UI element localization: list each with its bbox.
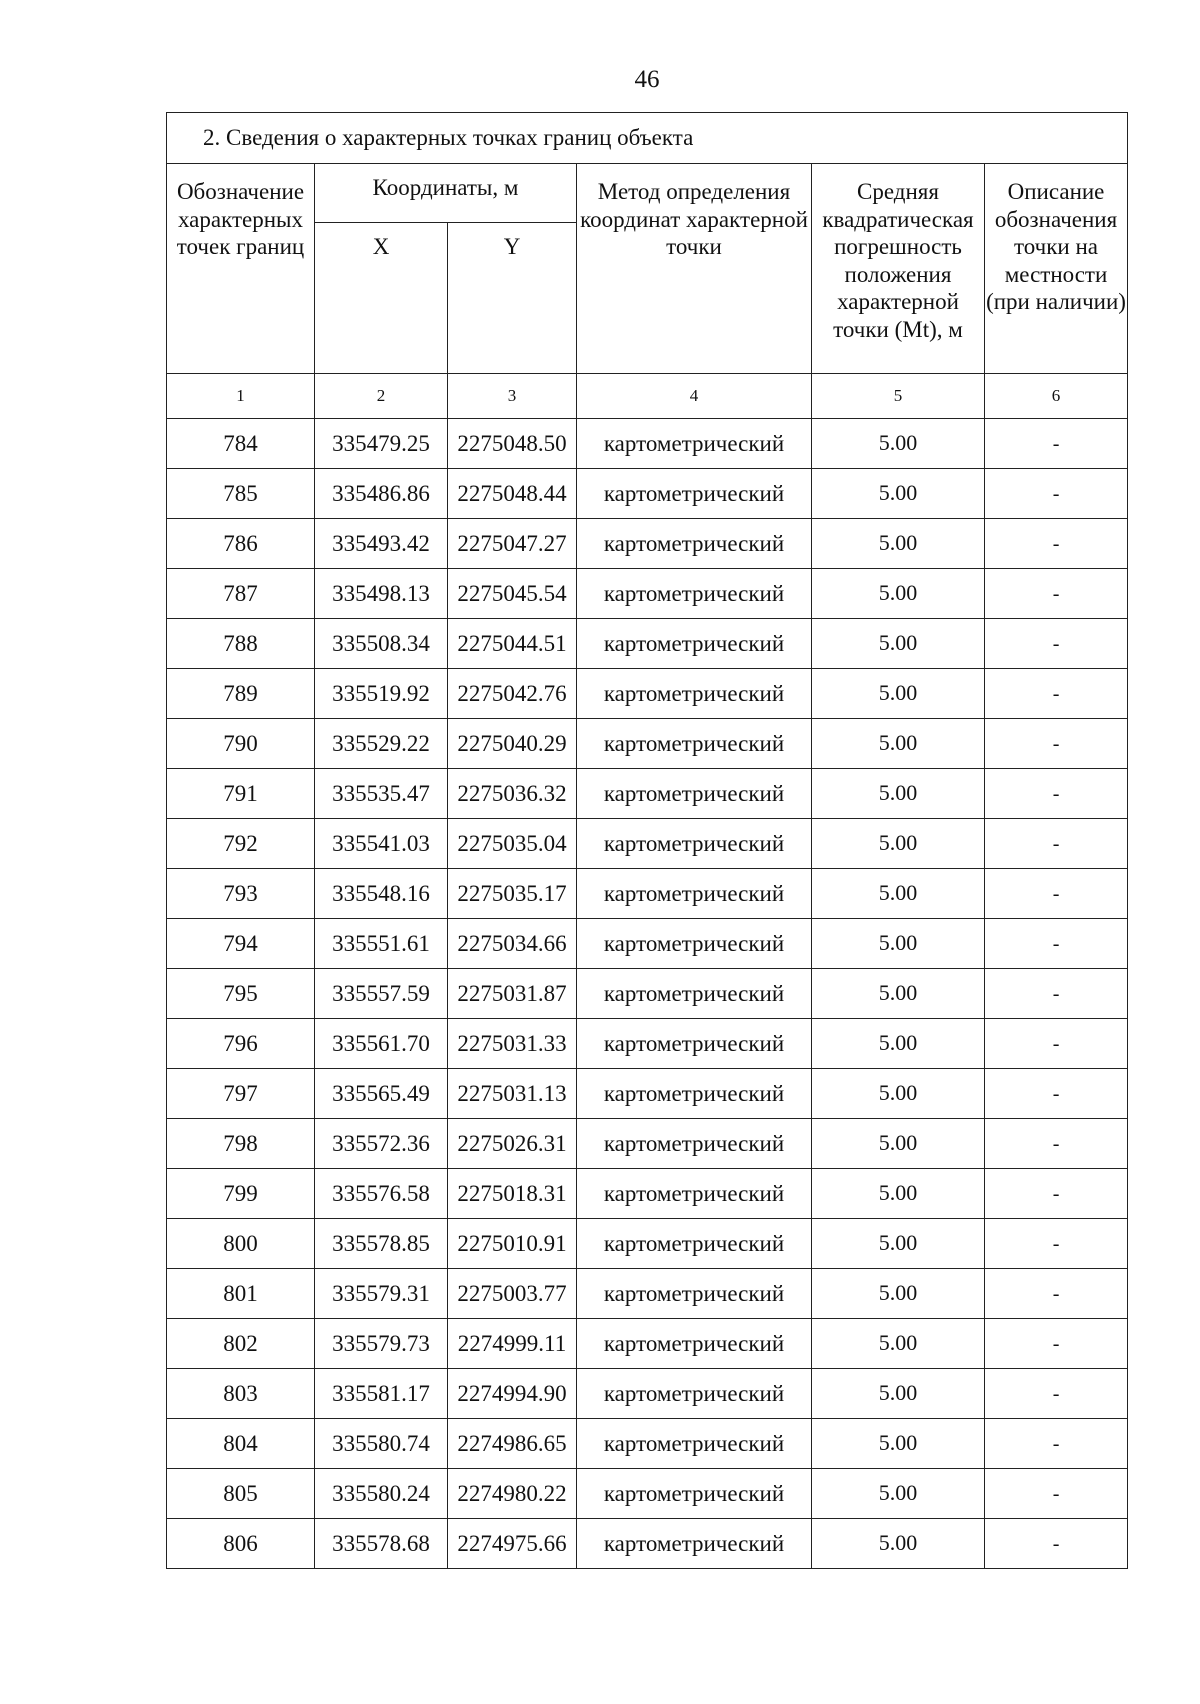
method: картометрический	[577, 469, 812, 519]
method: картометрический	[577, 1519, 812, 1569]
mean-error: 5.00	[812, 669, 985, 719]
method: картометрический	[577, 1019, 812, 1069]
coord-x: 335580.74	[315, 1419, 448, 1469]
method: картометрический	[577, 1069, 812, 1119]
header-method: Метод определения координат характерной точки	[577, 164, 812, 374]
mean-error: 5.00	[812, 819, 985, 869]
coord-y: 2275026.31	[448, 1119, 577, 1169]
point-id: 785	[167, 469, 315, 519]
header-description: Описание обозначения точки на местности (при наличии)	[985, 164, 1128, 374]
description: -	[985, 1019, 1128, 1069]
coord-x: 335479.25	[315, 419, 448, 469]
point-id: 795	[167, 969, 315, 1019]
coord-y: 2274975.66	[448, 1519, 577, 1569]
description: -	[985, 1419, 1128, 1469]
method: картометрический	[577, 719, 812, 769]
description: -	[985, 819, 1128, 869]
point-id: 805	[167, 1469, 315, 1519]
method: картометрический	[577, 819, 812, 869]
description: -	[985, 1319, 1128, 1369]
method: картометрический	[577, 1119, 812, 1169]
coord-y: 2275034.66	[448, 919, 577, 969]
description: -	[985, 719, 1128, 769]
coord-x: 335493.42	[315, 519, 448, 569]
method: картометрический	[577, 919, 812, 969]
mean-error: 5.00	[812, 719, 985, 769]
column-number: 1	[167, 374, 315, 419]
coord-x: 335548.16	[315, 869, 448, 919]
point-id: 804	[167, 1419, 315, 1469]
method: картометрический	[577, 419, 812, 469]
page-number: 46	[634, 66, 660, 93]
coord-x: 335519.92	[315, 669, 448, 719]
column-numbers-row	[167, 374, 1128, 419]
table-row	[167, 819, 1128, 869]
description: -	[985, 1169, 1128, 1219]
coord-x: 335535.47	[315, 769, 448, 819]
mean-error: 5.00	[812, 1269, 985, 1319]
header-point-designation: Обозначение характерных точек границ	[167, 164, 315, 374]
coord-y: 2275040.29	[448, 719, 577, 769]
coord-y: 2275048.44	[448, 469, 577, 519]
header-coordinates: Координаты, м	[315, 164, 577, 223]
coord-x: 335576.58	[315, 1169, 448, 1219]
coord-x: 335541.03	[315, 819, 448, 869]
mean-error: 5.00	[812, 769, 985, 819]
description: -	[985, 1119, 1128, 1169]
description: -	[985, 1219, 1128, 1269]
description: -	[985, 469, 1128, 519]
column-number: 5	[812, 374, 985, 419]
point-id: 801	[167, 1269, 315, 1319]
table-row	[167, 469, 1128, 519]
header-x: X	[315, 223, 448, 374]
mean-error: 5.00	[812, 1219, 985, 1269]
method: картометрический	[577, 1469, 812, 1519]
table-row	[167, 1069, 1128, 1119]
column-number: 3	[448, 374, 577, 419]
coord-x: 335486.86	[315, 469, 448, 519]
description: -	[985, 1069, 1128, 1119]
mean-error: 5.00	[812, 619, 985, 669]
table-row	[167, 769, 1128, 819]
table-row	[167, 869, 1128, 919]
mean-error: 5.00	[812, 1319, 985, 1369]
coord-x: 335557.59	[315, 969, 448, 1019]
description: -	[985, 1469, 1128, 1519]
description: -	[985, 969, 1128, 1019]
method: картометрический	[577, 519, 812, 569]
point-id: 784	[167, 419, 315, 469]
coord-y: 2275048.50	[448, 419, 577, 469]
header-row-1	[167, 164, 1128, 223]
coord-y: 2275036.32	[448, 769, 577, 819]
coord-y: 2275031.13	[448, 1069, 577, 1119]
coord-y: 2274986.65	[448, 1419, 577, 1469]
table-row	[167, 919, 1128, 969]
description: -	[985, 919, 1128, 969]
coord-x: 335578.68	[315, 1519, 448, 1569]
description: -	[985, 619, 1128, 669]
point-id: 800	[167, 1219, 315, 1269]
method: картометрический	[577, 1219, 812, 1269]
method: картометрический	[577, 1419, 812, 1469]
table-row	[167, 669, 1128, 719]
column-number: 2	[315, 374, 448, 419]
point-id: 792	[167, 819, 315, 869]
mean-error: 5.00	[812, 1419, 985, 1469]
coord-x: 335578.85	[315, 1219, 448, 1269]
table-row	[167, 1119, 1128, 1169]
table-row	[167, 569, 1128, 619]
coord-x: 335551.61	[315, 919, 448, 969]
coord-y: 2275044.51	[448, 619, 577, 669]
coord-x: 335580.24	[315, 1469, 448, 1519]
mean-error: 5.00	[812, 1019, 985, 1069]
coord-y: 2275031.33	[448, 1019, 577, 1069]
table-row	[167, 519, 1128, 569]
description: -	[985, 769, 1128, 819]
mean-error: 5.00	[812, 1369, 985, 1419]
boundary-points-table	[166, 112, 1128, 1569]
column-number: 6	[985, 374, 1128, 419]
mean-error: 5.00	[812, 869, 985, 919]
point-id: 794	[167, 919, 315, 969]
mean-error: 5.00	[812, 1069, 985, 1119]
description: -	[985, 669, 1128, 719]
mean-error: 5.00	[812, 469, 985, 519]
coord-y: 2275045.54	[448, 569, 577, 619]
table-row	[167, 1519, 1128, 1569]
header-error: Средняя квадратическая погрешность положения характерной точки (Mt), м	[812, 164, 985, 374]
coord-y: 2275035.17	[448, 869, 577, 919]
coord-x: 335579.73	[315, 1319, 448, 1369]
method: картометрический	[577, 869, 812, 919]
method: картометрический	[577, 569, 812, 619]
mean-error: 5.00	[812, 569, 985, 619]
mean-error: 5.00	[812, 1469, 985, 1519]
point-id: 796	[167, 1019, 315, 1069]
coord-y: 2275018.31	[448, 1169, 577, 1219]
section-title: 2. Сведения о характерных точках границ объекта	[167, 113, 1128, 164]
coord-x: 335581.17	[315, 1369, 448, 1419]
point-id: 790	[167, 719, 315, 769]
coord-y: 2274994.90	[448, 1369, 577, 1419]
method: картометрический	[577, 1169, 812, 1219]
table-row	[167, 1019, 1128, 1069]
column-number: 4	[577, 374, 812, 419]
section-title-row	[167, 113, 1128, 164]
mean-error: 5.00	[812, 919, 985, 969]
method: картометрический	[577, 1319, 812, 1369]
header-y: Y	[448, 223, 577, 374]
coord-y: 2275010.91	[448, 1219, 577, 1269]
coord-y: 2275047.27	[448, 519, 577, 569]
point-id: 791	[167, 769, 315, 819]
coord-y: 2274980.22	[448, 1469, 577, 1519]
table-row	[167, 1469, 1128, 1519]
coord-x: 335498.13	[315, 569, 448, 619]
method: картометрический	[577, 669, 812, 719]
point-id: 798	[167, 1119, 315, 1169]
point-id: 789	[167, 669, 315, 719]
mean-error: 5.00	[812, 969, 985, 1019]
point-id: 793	[167, 869, 315, 919]
description: -	[985, 519, 1128, 569]
method: картометрический	[577, 1369, 812, 1419]
mean-error: 5.00	[812, 519, 985, 569]
method: картометрический	[577, 769, 812, 819]
mean-error: 5.00	[812, 1169, 985, 1219]
coord-x: 335565.49	[315, 1069, 448, 1119]
point-id: 786	[167, 519, 315, 569]
table-row	[167, 1369, 1128, 1419]
point-id: 803	[167, 1369, 315, 1419]
coord-x: 335508.34	[315, 619, 448, 669]
point-id: 797	[167, 1069, 315, 1119]
table-row	[167, 719, 1128, 769]
mean-error: 5.00	[812, 1119, 985, 1169]
table-row	[167, 1269, 1128, 1319]
coord-y: 2275035.04	[448, 819, 577, 869]
point-id: 802	[167, 1319, 315, 1369]
point-id: 806	[167, 1519, 315, 1569]
coord-x: 335579.31	[315, 1269, 448, 1319]
table-row	[167, 619, 1128, 669]
coord-x: 335529.22	[315, 719, 448, 769]
table-row	[167, 1419, 1128, 1469]
description: -	[985, 869, 1128, 919]
table-row	[167, 419, 1128, 469]
description: -	[985, 1269, 1128, 1319]
table-row	[167, 1319, 1128, 1369]
table-row	[167, 1169, 1128, 1219]
coord-y: 2275003.77	[448, 1269, 577, 1319]
point-id: 799	[167, 1169, 315, 1219]
point-id: 788	[167, 619, 315, 669]
method: картометрический	[577, 1269, 812, 1319]
coord-y: 2275042.76	[448, 669, 577, 719]
point-id: 787	[167, 569, 315, 619]
description: -	[985, 569, 1128, 619]
description: -	[985, 1369, 1128, 1419]
table-row	[167, 1219, 1128, 1269]
method: картометрический	[577, 619, 812, 669]
method: картометрический	[577, 969, 812, 1019]
coord-x: 335561.70	[315, 1019, 448, 1069]
description: -	[985, 1519, 1128, 1569]
coord-x: 335572.36	[315, 1119, 448, 1169]
table-row	[167, 969, 1128, 1019]
coord-y: 2275031.87	[448, 969, 577, 1019]
description: -	[985, 419, 1128, 469]
coord-y: 2274999.11	[448, 1319, 577, 1369]
mean-error: 5.00	[812, 1519, 985, 1569]
mean-error: 5.00	[812, 419, 985, 469]
